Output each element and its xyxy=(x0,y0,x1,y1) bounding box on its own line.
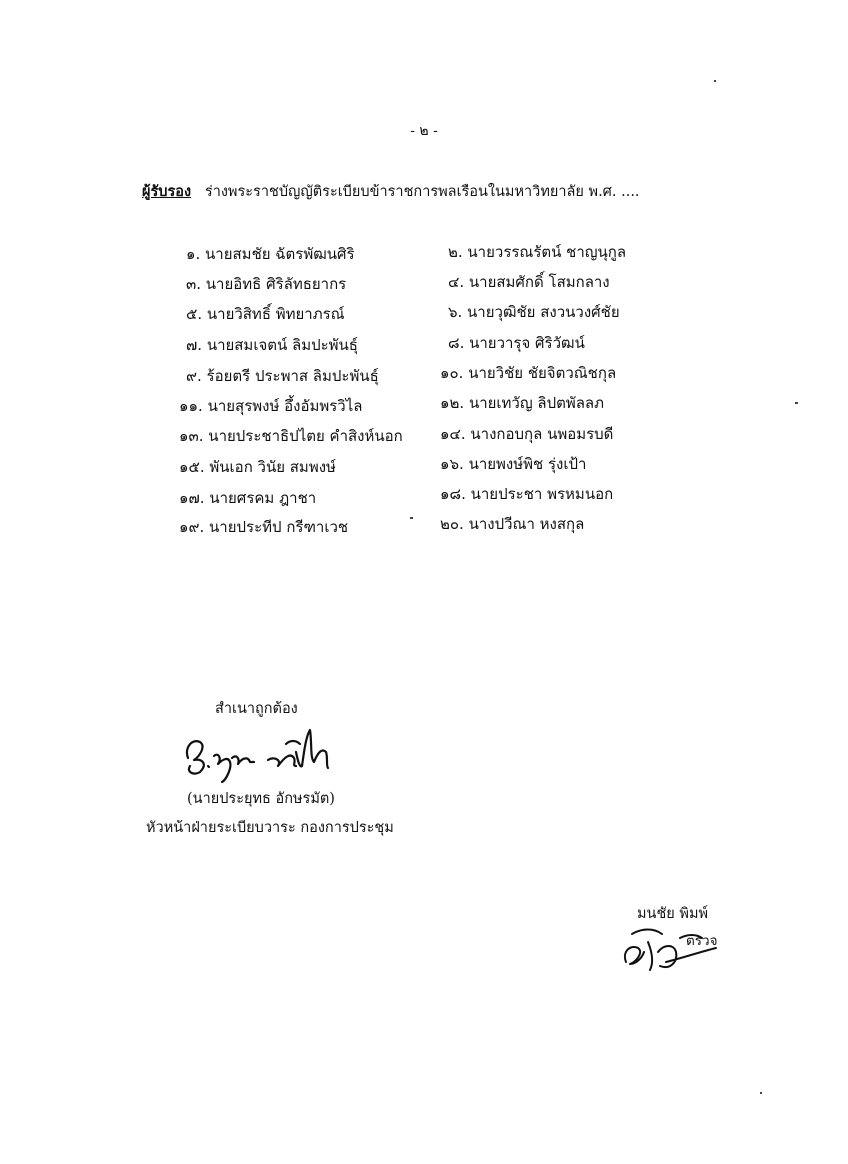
heading-label: ผู้รับรอง xyxy=(142,183,192,200)
sponsor-item: ๑๑. นายสุรพงษ์ อึ้งอัมพรวิไล xyxy=(179,397,363,415)
sponsor-item: ๑๕. พันเอก วินัย สมพงษ์ xyxy=(179,458,336,476)
sponsor-item: ๙. ร้อยตรี ประพาส ลิมปะพันธุ์ xyxy=(186,367,379,385)
sponsor-item: ๗. นายสมเจตน์ ลิมปะพันธุ์ xyxy=(186,336,358,354)
certified-copy-label: สำเนาถูกต้อง xyxy=(215,701,298,717)
heading xyxy=(142,180,782,203)
sponsor-item: ๑๔. นางกอบกุล นพอมรบดี xyxy=(440,425,614,443)
sponsor-item: ๘. นายวารุจ ศิริวัฒน์ xyxy=(448,334,585,352)
checked-label: ตรวจ xyxy=(686,933,718,949)
sponsor-item: ๑๓. นายประชาธิปไตย คำสิงห์นอก xyxy=(179,427,403,445)
sponsor-item: ๑๒. นายเทวัญ ลิปตพัลลภ xyxy=(440,394,605,412)
sponsor-item: ๒๐. นางปวีณา หงสกุล xyxy=(440,515,585,533)
sponsor-item: ๑. นายสมชัย ฉัตรพัฒนศิริ xyxy=(186,245,355,263)
typist-name: มนชัย พิมพ์ xyxy=(637,906,709,922)
sponsor-item: ๓. นายอิทธิ ศิริลัทธยากร xyxy=(186,275,347,293)
page-number: - ๒ - xyxy=(410,123,438,139)
sponsor-item: ๔. นายสมศักดิ์ โสมกลาง xyxy=(448,273,610,291)
sponsor-item: ๒. นายวรรณรัตน์ ชาญนุกูล xyxy=(448,243,627,261)
sponsor-item: ๖. นายวุฒิชัย สงวนวงศ์ชัย xyxy=(448,303,620,321)
handwritten-signature-icon xyxy=(178,722,348,784)
signer-name: (นายประยุทธ อักษรมัต) xyxy=(187,791,335,807)
sponsor-item: ๑๐. นายวิชัย ชัยจิตวณิชกุล xyxy=(440,364,617,382)
sponsor-item: ๑๗. นายศรคม ฎาชา xyxy=(179,489,317,507)
scan-speck xyxy=(714,80,716,82)
scan-speck xyxy=(410,517,413,519)
sponsor-item: ๑๖. นายพงษ์พิช รุ่งเป้า xyxy=(440,455,587,473)
scan-speck xyxy=(795,402,798,404)
sponsor-item: ๑๙. นายประทีป กรีฑาเวช xyxy=(179,518,349,536)
sponsor-item: ๑๘. นายประชา พรหมนอก xyxy=(440,485,614,503)
heading-text: ร่างพระราชบัญญัติระเบียบข้าราชการพลเรือนในมหาวิทยาลัย พ.ศ. .... xyxy=(204,184,640,200)
scan-speck xyxy=(760,1092,762,1094)
signer-position: หัวหน้าฝ่ายระเบียบวาระ กองการประชุม xyxy=(146,820,394,836)
sponsor-item: ๕. นายวิสิทธิ์ พิทยาภรณ์ xyxy=(186,305,345,323)
